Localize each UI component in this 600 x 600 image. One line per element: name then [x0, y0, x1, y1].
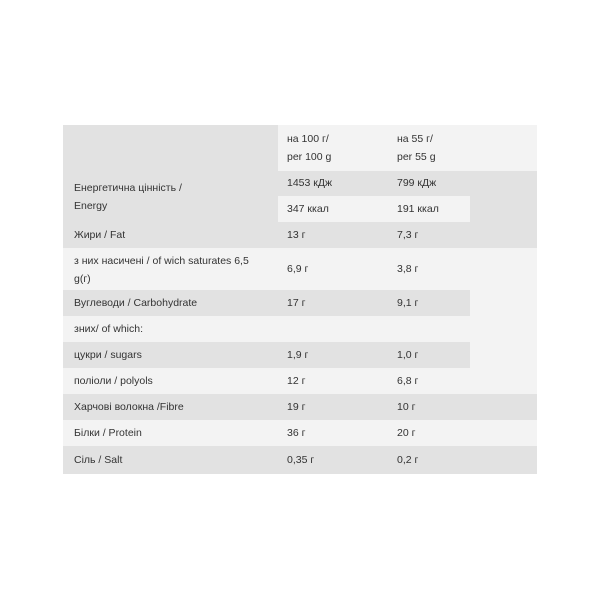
protein-label: Білки / Protein: [74, 427, 142, 439]
polyols-100: 12 г: [287, 375, 306, 387]
table-row-sugars: [63, 342, 537, 368]
polyols-55: 6,8 г: [397, 375, 419, 387]
table-row-fibre: [63, 394, 537, 420]
fat-55: 7,3 г: [397, 229, 419, 241]
sugars-55: 1,0 г: [397, 349, 419, 361]
table-row-salt: [63, 446, 537, 474]
fat-100: 13 г: [287, 229, 306, 241]
salt-55: 0,2 г: [397, 454, 419, 466]
energy-kj-100: 1453 кДж: [287, 177, 333, 189]
table-row-polyols: [63, 368, 537, 394]
table-row-of-which: [63, 316, 537, 342]
protein-100: 36 г: [287, 427, 306, 439]
fibre-100: 19 г: [287, 401, 306, 413]
sugars-100: 1,9 г: [287, 349, 309, 361]
nutrition-table: [63, 125, 537, 474]
saturates-label: з них насичені / of wich saturates 6,5 g(г): [74, 255, 249, 285]
header-per100: на 100 г/ per 100 g: [287, 133, 332, 163]
table-row-saturates: [63, 248, 537, 290]
carbohydrate-label: Вуглеводи / Carbohydrate: [74, 297, 198, 309]
energy-kj-55: 799 кДж: [397, 177, 437, 189]
fibre-label: Харчові волокна /Fibre: [74, 401, 184, 413]
salt-label: Сіль / Salt: [74, 454, 123, 466]
of-which-label: зних/ of which:: [74, 323, 143, 335]
table-row-energy: [63, 171, 537, 223]
fat-label: Жири / Fat: [74, 229, 126, 241]
energy-kcal-100: 347 ккал: [287, 203, 329, 215]
table-row-protein: [63, 420, 537, 446]
table-header-row: [63, 125, 537, 171]
salt-100: 0,35 г: [287, 454, 315, 466]
fibre-55: 10 г: [397, 401, 416, 413]
energy-label: Енергетична цінність / Energy: [74, 182, 182, 212]
header-per55: на 55 г/ per 55 g: [397, 133, 436, 163]
protein-55: 20 г: [397, 427, 416, 439]
table-row-carbohydrate: [63, 290, 537, 316]
table-row-fat: [63, 223, 537, 248]
energy-kcal-55: 191 ккал: [397, 203, 439, 215]
polyols-label: поліоли / polyols: [74, 375, 153, 387]
carbohydrate-55: 9,1 г: [397, 297, 419, 309]
carbohydrate-100: 17 г: [287, 297, 306, 309]
sugars-label: цукри / sugars: [74, 349, 142, 361]
saturates-55: 3,8 г: [397, 263, 419, 275]
saturates-100: 6,9 г: [287, 263, 309, 275]
